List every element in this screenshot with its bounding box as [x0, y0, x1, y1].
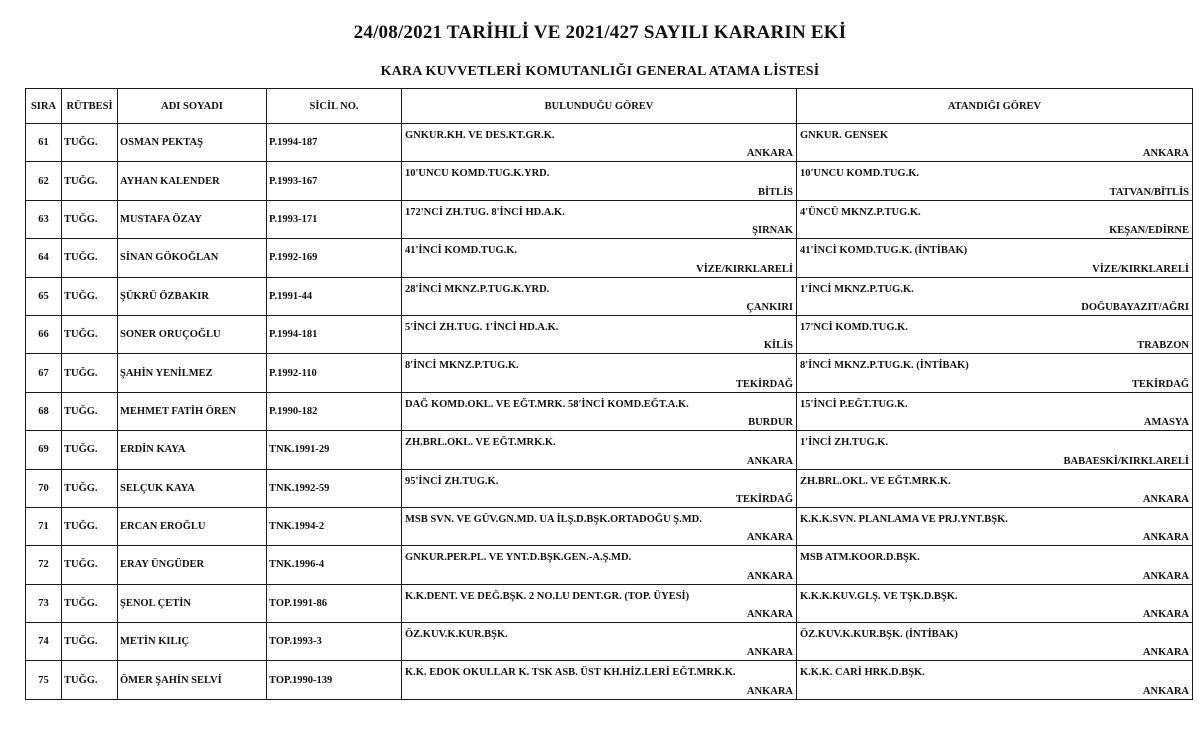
atandigi-gorev-text: 15'İNCİ P.EĞT.TUG.K. [800, 398, 908, 410]
table-row [26, 661, 1193, 699]
atandigi-gorev-text: 17'NCİ KOMD.TUG.K. [800, 321, 908, 333]
cell-sicil-no: TOP.1990-139 [267, 661, 402, 699]
atandigi-gorev-text: ÖZ.KUV.K.KUR.BŞK. (İNTİBAK) [800, 629, 958, 641]
cell-rutbe: TUĞG. [62, 507, 118, 545]
cell-sira: 70 [26, 469, 62, 507]
atandigi-gorev-location: ANKARA [1142, 493, 1189, 505]
atandigi-gorev-text: K.K.K.KUV.GLŞ. VE TŞK.D.BŞK. [800, 590, 958, 602]
cell-sicil-no: P.1990-182 [267, 392, 402, 430]
bulundugu-gorev-text: ÖZ.KUV.K.KUR.BŞK. [405, 629, 508, 641]
header-ad-soyad: ADI SOYADI [118, 89, 267, 124]
cell-rutbe: TUĞG. [62, 623, 118, 661]
bulundugu-gorev-location: ANKARA [746, 647, 793, 659]
cell-sicil-no: TNK.1996-4 [267, 546, 402, 584]
table-header-row [26, 89, 1193, 124]
cell-bulundugu-gorev [402, 392, 797, 430]
cell-bulundugu-gorev [402, 162, 797, 200]
cell-atandigi-gorev [797, 546, 1193, 584]
atandigi-gorev-text: 8'İNCİ MKNZ.P.TUG.K. (İNTİBAK) [800, 360, 969, 372]
cell-atandigi-gorev [797, 200, 1193, 238]
cell-sira: 72 [26, 546, 62, 584]
cell-ad-soyad: SİNAN GÖKOĞLAN [118, 239, 267, 277]
cell-sicil-no: P.1994-187 [267, 124, 402, 162]
table-row [26, 354, 1193, 392]
atandigi-gorev-location: DOĞUBAYAZIT/AĞRI [1081, 301, 1189, 313]
atandigi-gorev-location: ANKARA [1142, 532, 1189, 544]
atandigi-gorev-location: TEKİRDAĞ [1131, 378, 1189, 390]
atandigi-gorev-location: ANKARA [1142, 609, 1189, 621]
cell-ad-soyad: ŞAHİN YENİLMEZ [118, 354, 267, 392]
atandigi-gorev-location: ANKARA [1142, 647, 1189, 659]
cell-ad-soyad: SELÇUK KAYA [118, 469, 267, 507]
cell-atandigi-gorev [797, 507, 1193, 545]
cell-sira: 73 [26, 584, 62, 622]
table-row [26, 392, 1193, 430]
cell-sira: 68 [26, 392, 62, 430]
cell-sicil-no: TNK.1994-2 [267, 507, 402, 545]
cell-ad-soyad: MUSTAFA ÖZAY [118, 200, 267, 238]
cell-rutbe: TUĞG. [62, 431, 118, 469]
cell-atandigi-gorev [797, 661, 1193, 699]
bulundugu-gorev-text: 95'İNCİ ZH.TUG.K. [405, 475, 499, 487]
bulundugu-gorev-text: 172'NCİ ZH.TUG. 8'İNCİ HD.A.K. [405, 206, 565, 218]
cell-bulundugu-gorev [402, 239, 797, 277]
assignment-table [25, 88, 1193, 700]
bulundugu-gorev-location: BİTLİS [757, 186, 793, 198]
cell-atandigi-gorev [797, 315, 1193, 353]
cell-atandigi-gorev [797, 392, 1193, 430]
header-atandigi-gorev: ATANDIĞI GÖREV [797, 89, 1193, 124]
header-sicil-no: SİCİL NO. [267, 89, 402, 124]
cell-bulundugu-gorev [402, 507, 797, 545]
bulundugu-gorev-location: TEKİRDAĞ [735, 378, 793, 390]
cell-atandigi-gorev [797, 124, 1193, 162]
cell-sicil-no: P.1993-167 [267, 162, 402, 200]
bulundugu-gorev-location: ÇANKIRI [746, 301, 793, 313]
cell-atandigi-gorev [797, 469, 1193, 507]
cell-rutbe: TUĞG. [62, 162, 118, 200]
cell-sicil-no: P.1993-171 [267, 200, 402, 238]
cell-ad-soyad: ŞENOL ÇETİN [118, 584, 267, 622]
cell-atandigi-gorev [797, 239, 1193, 277]
cell-bulundugu-gorev [402, 584, 797, 622]
atandigi-gorev-text: K.K.K. CARİ HRK.D.BŞK. [800, 667, 925, 679]
bulundugu-gorev-text: K.K. EDOK OKULLAR K. TSK ASB. ÜST KH.HİZ.LERİ EĞT.MRK.K. [405, 667, 736, 679]
atandigi-gorev-location: ANKARA [1142, 570, 1189, 582]
bulundugu-gorev-text: 10'UNCU KOMD.TUG.K.YRD. [405, 168, 550, 180]
bulundugu-gorev-text: 28'İNCİ MKNZ.P.TUG.K.YRD. [405, 283, 550, 295]
cell-bulundugu-gorev [402, 124, 797, 162]
atandigi-gorev-location: BABAESKİ/KIRKLARELİ [1063, 455, 1189, 467]
cell-sicil-no: TOP.1991-86 [267, 584, 402, 622]
cell-ad-soyad: ÖMER ŞAHİN SELVİ [118, 661, 267, 699]
cell-sicil-no: P.1991-44 [267, 277, 402, 315]
cell-bulundugu-gorev [402, 431, 797, 469]
cell-rutbe: TUĞG. [62, 239, 118, 277]
bulundugu-gorev-text: GNKUR.KH. VE DES.KT.GR.K. [405, 130, 555, 141]
cell-atandigi-gorev [797, 623, 1193, 661]
bulundugu-gorev-text: 8'İNCİ MKNZ.P.TUG.K. [405, 360, 519, 372]
bulundugu-gorev-text: GNKUR.PER.PL. VE YNT.D.BŞK.GEN.-A.Ş.MD. [405, 552, 632, 564]
bulundugu-gorev-text: DAĞ KOMD.OKL. VE EĞT.MRK. 58'İNCİ KOMD.EĞT.A.K. [405, 398, 689, 410]
cell-sira: 61 [26, 124, 62, 162]
cell-ad-soyad: MEHMET FATİH ÖREN [118, 392, 267, 430]
cell-atandigi-gorev [797, 354, 1193, 392]
bulundugu-gorev-text: 5'İNCİ ZH.TUG. 1'İNCİ HD.A.K. [405, 321, 559, 333]
cell-sira: 75 [26, 661, 62, 699]
table-row [26, 162, 1193, 200]
table-row [26, 200, 1193, 238]
table-row [26, 623, 1193, 661]
cell-sicil-no: TNK.1992-59 [267, 469, 402, 507]
cell-sira: 67 [26, 354, 62, 392]
cell-sicil-no: P.1992-169 [267, 239, 402, 277]
atandigi-gorev-text: ZH.BRL.OKL. VE EĞT.MRK.K. [800, 475, 951, 487]
cell-sicil-no: TOP.1993-3 [267, 623, 402, 661]
cell-sira: 74 [26, 623, 62, 661]
table-row [26, 315, 1193, 353]
cell-bulundugu-gorev [402, 277, 797, 315]
cell-sira: 66 [26, 315, 62, 353]
cell-bulundugu-gorev [402, 661, 797, 699]
table-row [26, 277, 1193, 315]
document-subtitle: KARA KUVVETLERİ KOMUTANLIĞI GENERAL ATAMA LİSTESİ [380, 64, 820, 79]
cell-rutbe: TUĞG. [62, 200, 118, 238]
cell-ad-soyad: ERCAN EROĞLU [118, 507, 267, 545]
atandigi-gorev-location: ANKARA [1142, 685, 1189, 697]
cell-rutbe: TUĞG. [62, 277, 118, 315]
table-row [26, 546, 1193, 584]
document-title: 24/08/2021 TARİHLİ VE 2021/427 SAYILI KARARIN EKİ [353, 22, 847, 43]
cell-rutbe: TUĞG. [62, 584, 118, 622]
table-row [26, 431, 1193, 469]
atandigi-gorev-location: VİZE/KIRKLARELİ [1092, 263, 1189, 275]
bulundugu-gorev-location: VİZE/KIRKLARELİ [696, 263, 793, 275]
cell-sira: 71 [26, 507, 62, 545]
atandigi-gorev-text: K.K.K.SVN. PLANLAMA VE PRJ.YNT.BŞK. [800, 513, 1008, 525]
cell-rutbe: TUĞG. [62, 392, 118, 430]
atandigi-gorev-location: TATVAN/BİTLİS [1109, 186, 1189, 198]
cell-sira: 65 [26, 277, 62, 315]
cell-ad-soyad: AYHAN KALENDER [118, 162, 267, 200]
table-row [26, 469, 1193, 507]
atandigi-gorev-text: 1'İNCİ ZH.TUG.K. [800, 437, 889, 449]
cell-atandigi-gorev [797, 277, 1193, 315]
bulundugu-gorev-text: 41'İNCİ KOMD.TUG.K. [405, 245, 518, 257]
cell-bulundugu-gorev [402, 315, 797, 353]
bulundugu-gorev-location: ŞIRNAK [752, 225, 793, 237]
cell-atandigi-gorev [797, 162, 1193, 200]
cell-atandigi-gorev [797, 584, 1193, 622]
header-rutbe: RÜTBESİ [62, 89, 118, 124]
atandigi-gorev-text: 1'İNCİ MKNZ.P.TUG.K. [800, 283, 914, 295]
bulundugu-gorev-location: ANKARA [746, 455, 793, 467]
cell-sira: 64 [26, 239, 62, 277]
atandigi-gorev-location: ANKARA [1142, 148, 1189, 160]
bulundugu-gorev-location: KİLİS [763, 340, 793, 352]
cell-sira: 69 [26, 431, 62, 469]
cell-rutbe: TUĞG. [62, 124, 118, 162]
cell-ad-soyad: METİN KILIÇ [118, 623, 267, 661]
bulundugu-gorev-text: K.K.DENT. VE DEĞ.BŞK. 2 NO.LU DENT.GR. (TOP. ÜYESİ) [405, 590, 690, 602]
cell-rutbe: TUĞG. [62, 469, 118, 507]
bulundugu-gorev-location: BURDUR [748, 417, 793, 429]
bulundugu-gorev-text: ZH.BRL.OKL. VE EĞT.MRK.K. [405, 437, 556, 449]
cell-sicil-no: P.1992-110 [267, 354, 402, 392]
bulundugu-gorev-location: ANKARA [746, 148, 793, 160]
cell-ad-soyad: ŞÜKRÜ ÖZBAKIR [118, 277, 267, 315]
cell-sira: 63 [26, 200, 62, 238]
header-bulundugu-gorev: BULUNDUĞU GÖREV [402, 89, 797, 124]
cell-rutbe: TUĞG. [62, 661, 118, 699]
header-sira: SIRA [26, 89, 62, 124]
table-row [26, 124, 1193, 162]
cell-bulundugu-gorev [402, 354, 797, 392]
cell-ad-soyad: ERAY ÜNGÜDER [118, 546, 267, 584]
cell-ad-soyad: OSMAN PEKTAŞ [118, 124, 267, 162]
atandigi-gorev-location: KEŞAN/EDİRNE [1109, 225, 1189, 237]
cell-rutbe: TUĞG. [62, 315, 118, 353]
table-row [26, 239, 1193, 277]
atandigi-gorev-text: 4'ÜNCÜ MKNZ.P.TUG.K. [800, 206, 921, 218]
cell-ad-soyad: ERDİN KAYA [118, 431, 267, 469]
bulundugu-gorev-location: ANKARA [746, 570, 793, 582]
atandigi-gorev-text: 41'İNCİ KOMD.TUG.K. (İNTİBAK) [800, 245, 968, 257]
cell-bulundugu-gorev [402, 469, 797, 507]
atandigi-gorev-location: AMASYA [1143, 417, 1189, 429]
table-row [26, 507, 1193, 545]
cell-rutbe: TUĞG. [62, 546, 118, 584]
atandigi-gorev-text: GNKUR. GENSEK [800, 130, 889, 141]
bulundugu-gorev-location: ANKARA [746, 685, 793, 697]
bulundugu-gorev-location: TEKİRDAĞ [735, 493, 793, 505]
cell-ad-soyad: SONER ORUÇOĞLU [118, 315, 267, 353]
atandigi-gorev-text: 10'UNCU KOMD.TUG.K. [800, 168, 919, 180]
bulundugu-gorev-location: ANKARA [746, 609, 793, 621]
cell-bulundugu-gorev [402, 623, 797, 661]
atandigi-gorev-location: TRABZON [1137, 340, 1189, 352]
cell-sira: 62 [26, 162, 62, 200]
cell-bulundugu-gorev [402, 200, 797, 238]
bulundugu-gorev-location: ANKARA [746, 532, 793, 544]
cell-rutbe: TUĞG. [62, 354, 118, 392]
cell-bulundugu-gorev [402, 546, 797, 584]
cell-atandigi-gorev [797, 431, 1193, 469]
table-row [26, 584, 1193, 622]
bulundugu-gorev-text: MSB SVN. VE GÜV.GN.MD. UA İLŞ.D.BŞK.ORTADOĞU Ş.MD. [405, 513, 702, 525]
cell-sicil-no: P.1994-181 [267, 315, 402, 353]
cell-sicil-no: TNK.1991-29 [267, 431, 402, 469]
atandigi-gorev-text: MSB ATM.KOOR.D.BŞK. [800, 552, 920, 564]
